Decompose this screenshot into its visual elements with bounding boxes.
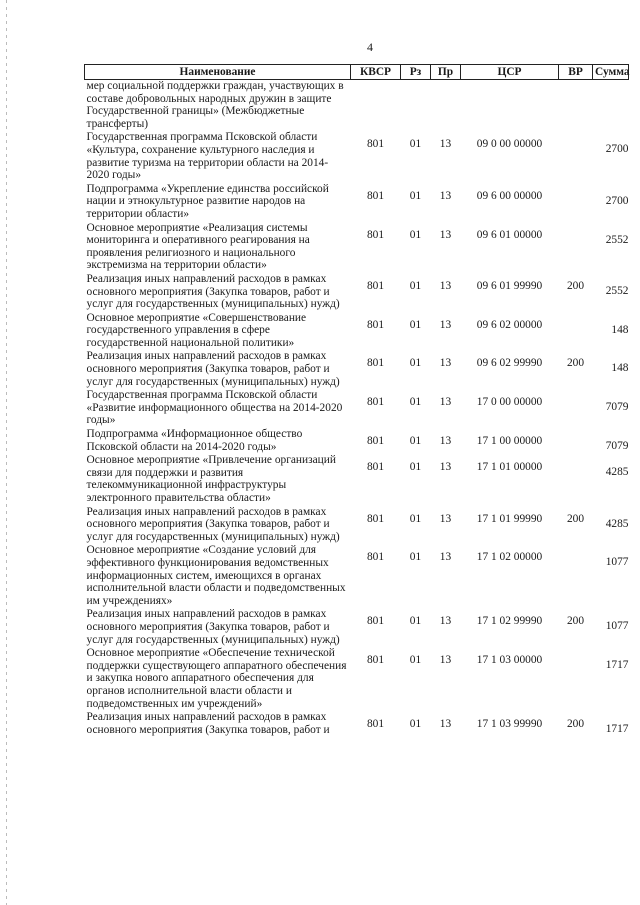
cell-sum: 4285: [605, 517, 629, 530]
cell-sum: 7079: [605, 401, 629, 414]
cell-rz: 01: [409, 654, 422, 667]
cell-pr: 13: [439, 396, 452, 409]
cell-name: Реализация иных направлений расходов в рамках основного мероприятия (Закупка товаров, работ и: [86, 711, 330, 736]
cell-kvsr: 801: [366, 228, 385, 241]
cell-csr: 17 1 01 00000: [476, 461, 543, 474]
cell-csr: [461, 80, 559, 132]
budget-table: [84, 64, 629, 737]
cell-pr: 13: [439, 189, 452, 202]
cell-name: Основное мероприятие «Привлечение организаций связи для поддержки и развития телекоммуникационной инфраструктуры электронного правительства области»: [86, 454, 336, 504]
header-rz: Рз: [401, 65, 431, 80]
cell-vr: 200: [566, 357, 585, 370]
cell-rz: 01: [409, 138, 422, 151]
cell-rz: 01: [409, 435, 422, 448]
cell-kvsr: 801: [366, 461, 385, 474]
cell-name: Реализация иных направлений расходов в рамках основного мероприятия (Закупка товаров, работ и услуг для государственных (муниципальных) нужд): [86, 350, 340, 388]
cell-name: Основное мероприятие «Обеспечение технической поддержки существующего аппаратного обеспечения и закупка нового аппаратного обеспечения для органов исполнительной власти области и подведомственных им учреждений»: [86, 647, 347, 710]
cell-kvsr: [351, 80, 401, 132]
header-kvsr: КВСР: [351, 65, 401, 80]
cell-pr: 13: [439, 512, 452, 525]
cell-vr: 200: [566, 279, 585, 292]
cell-csr: 17 1 02 99990: [476, 615, 543, 628]
cell-vr: [559, 428, 593, 454]
cell-vr: [559, 80, 593, 132]
cell-csr: 09 6 02 00000: [476, 318, 543, 331]
cell-sum: 2700: [605, 143, 629, 156]
table-row: [85, 183, 629, 222]
cell-pr: 13: [439, 228, 452, 241]
cell-name: Государственная программа Псковской области «Развитие информационного общества на 2014-2020 годы»: [86, 389, 343, 427]
table-header-row: [85, 65, 629, 80]
header-pr: Пр: [431, 65, 461, 80]
cell-vr: [559, 544, 593, 608]
cell-csr: 17 1 03 99990: [476, 718, 543, 731]
cell-rz: 01: [409, 279, 422, 292]
page-number: 4: [367, 40, 373, 54]
cell-kvsr: 801: [366, 512, 385, 525]
cell-vr: [559, 312, 593, 351]
cell-name: Реализация иных направлений расходов в рамках основного мероприятия (Закупка товаров, работ и услуг для государственных (муниципальных) нужд): [86, 505, 340, 543]
cell-sum: 1077: [605, 556, 629, 569]
cell-vr: [559, 183, 593, 222]
table-row: [85, 454, 629, 505]
cell-pr: 13: [439, 551, 452, 564]
cell-sum: 1717: [605, 723, 629, 736]
cell-csr: 09 0 00 00000: [476, 138, 543, 151]
cell-pr: 13: [439, 435, 452, 448]
cell-csr: 09 6 01 99990: [476, 279, 543, 292]
cell-csr: 17 1 03 00000: [476, 654, 543, 667]
cell-rz: 01: [409, 461, 422, 474]
cell-rz: [401, 80, 431, 132]
cell-pr: 13: [439, 279, 452, 292]
cell-rz: 01: [409, 228, 422, 241]
table-body: [85, 80, 629, 738]
cell-sum: 148: [611, 323, 629, 336]
cell-csr: 17 1 02 00000: [476, 551, 543, 564]
cell-kvsr: 801: [366, 718, 385, 731]
table-row: [85, 389, 629, 428]
cell-pr: 13: [439, 718, 452, 731]
cell-sum: 148: [611, 362, 629, 375]
cell-sum: 2552: [605, 284, 629, 297]
cell-sum: 1717: [605, 659, 629, 672]
cell-csr: 09 6 01 00000: [476, 228, 543, 241]
cell-rz: 01: [409, 318, 422, 331]
cell-sum: 1077: [605, 620, 629, 633]
cell-sum: 7079: [605, 440, 629, 453]
cell-kvsr: 801: [366, 138, 385, 151]
cell-vr: 200: [566, 512, 585, 525]
header-csr: ЦСР: [461, 65, 559, 80]
table-row: [85, 647, 629, 711]
cell-csr: 17 1 00 00000: [476, 435, 543, 448]
cell-pr: 13: [439, 461, 452, 474]
cell-pr: 13: [439, 357, 452, 370]
table-row: [85, 608, 629, 647]
header-name: Наименование: [85, 65, 351, 80]
table-row: [85, 350, 629, 389]
cell-csr: 17 1 01 99990: [476, 512, 543, 525]
cell-kvsr: 801: [366, 615, 385, 628]
cell-kvsr: 801: [366, 396, 385, 409]
cell-kvsr: 801: [366, 189, 385, 202]
cell-vr: [559, 647, 593, 711]
cell-pr: 13: [439, 318, 452, 331]
cell-sum: 2552: [605, 233, 629, 246]
cell-name: Основное мероприятие «Совершенствование государственного управления в сфере государственной национальной политики»: [86, 311, 307, 349]
cell-kvsr: 801: [366, 318, 385, 331]
cell-kvsr: 801: [366, 551, 385, 564]
table-row: [85, 222, 629, 273]
cell-vr: [559, 389, 593, 428]
cell-csr: 17 0 00 00000: [476, 396, 543, 409]
cell-csr: 09 6 02 99990: [476, 357, 543, 370]
cell-sum: [593, 80, 629, 132]
cell-rz: 01: [409, 615, 422, 628]
cell-vr: [559, 454, 593, 505]
cell-kvsr: 801: [366, 279, 385, 292]
cell-kvsr: 801: [366, 357, 385, 370]
cell-pr: 13: [439, 138, 452, 151]
table-row: [85, 273, 629, 312]
cell-csr: 09 6 00 00000: [476, 189, 543, 202]
cell-pr: [431, 80, 461, 132]
cell-kvsr: 801: [366, 435, 385, 448]
cell-name: Основное мероприятие «Создание условий для эффективного функционирования ведомственных информационных систем, имеющихся в органах исполнительной власти области и подведомственных им учреждениях»: [86, 544, 346, 607]
cell-name: Основное мероприятие «Реализация системы мониторинга и оперативного реагирования на проявления религиозного и национального экстремизма на территории области»: [86, 221, 310, 272]
cell-rz: 01: [409, 718, 422, 731]
table-row: [85, 506, 629, 545]
cell-vr: [559, 222, 593, 273]
cell-rz: 01: [409, 357, 422, 370]
cell-name: Реализация иных направлений расходов в рамках основного мероприятия (Закупка товаров, работ и услуг для государственных (муниципальных) нужд): [86, 272, 340, 311]
cell-pr: 13: [439, 654, 452, 667]
cell-rz: 01: [409, 512, 422, 525]
cell-vr: [559, 131, 593, 182]
header-vr: ВР: [559, 65, 593, 80]
cell-sum: 2700: [605, 194, 629, 207]
table-row: [85, 312, 629, 351]
table-row: [85, 80, 629, 132]
cell-rz: 01: [409, 551, 422, 564]
cell-name: Реализация иных направлений расходов в рамках основного мероприятия (Закупка товаров, работ и услуг для государственных (муниципальных) нужд): [86, 608, 340, 646]
table-row: [85, 428, 629, 454]
cell-vr: 200: [566, 718, 585, 731]
cell-name: Подпрограмма «Укрепление единства российской нации и этнокультурное развитие народов на территории области»: [86, 182, 329, 220]
table-row: [85, 131, 629, 182]
table-row: [85, 544, 629, 608]
scan-left-edge: [6, 0, 7, 905]
cell-name: мер социальной поддержки граждан, участвующих в составе добровольных народных дружин в защите Государственной границы» (Межбюджетные трансферты): [86, 80, 344, 130]
cell-name: Подпрограмма «Информационное общество Псковской области на 2014-2020 годы»: [86, 428, 303, 453]
cell-vr: 200: [566, 615, 585, 628]
cell-kvsr: 801: [366, 654, 385, 667]
cell-name: Государственная программа Псковской области «Культура, сохранение культурного наследия и развитие туризма на территории области на 2014-2020 годы»: [86, 131, 329, 182]
table-row: [85, 711, 629, 737]
header-sum: Сумма: [593, 65, 629, 80]
cell-sum: 4285: [605, 466, 629, 479]
cell-pr: 13: [439, 615, 452, 628]
cell-rz: 01: [409, 189, 422, 202]
cell-rz: 01: [409, 396, 422, 409]
